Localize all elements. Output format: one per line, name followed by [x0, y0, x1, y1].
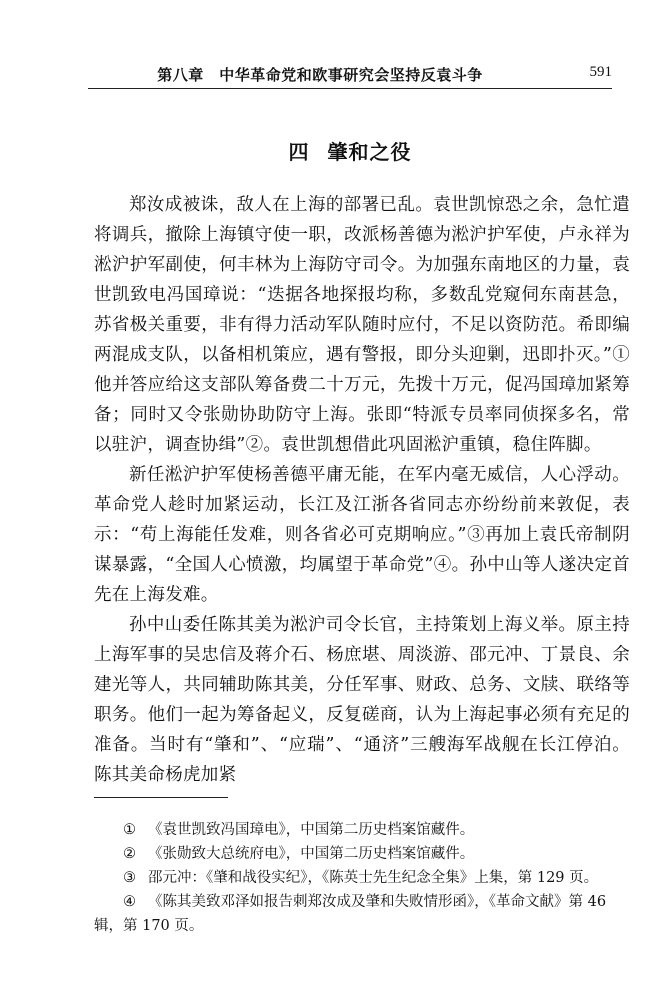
footnote-separator: [94, 797, 228, 798]
footnote-text: 邵元冲：《肇和战役实纪》，《陈英士先生纪念全集》上集，第 129 页。: [148, 870, 599, 886]
page-number: 591: [589, 64, 612, 80]
footnote-text: 《张勋致大总统府电》，中国第二历史档案馆藏件。: [148, 846, 475, 862]
running-header: [88, 58, 612, 89]
footnote-4: [94, 890, 630, 938]
chapter-title: 第八章 中华革命党和欧事研究会坚持反袁斗争: [157, 66, 483, 84]
footnote-mark: ④: [123, 894, 136, 910]
footnote-text: 《陈其美致邓泽如报告刺郑汝成及肇和失败情形函》，《革命文献》第 46 辑，第 170 页。: [94, 894, 607, 934]
footnote-mark: ①: [123, 822, 136, 838]
paragraph-2: 新任淞沪护军使杨善德平庸无能，在军内毫无威信，人心浮动。革命党人趁时加紧运动，长江及江浙各省同志亦纷纷前来敦促，表示：“苟上海能任发难，则各省必可克期响应。”③再加上袁氏帝制阴谋暴露，“全国人心愤激，均属望于革命党”④。孙中山等人遂决定首先在上海发难。: [94, 465, 630, 605]
footnote-2: [94, 842, 630, 866]
footnote-text: 《袁世凯致冯国璋电》，中国第二历史档案馆藏件。: [148, 822, 475, 838]
paragraph-1: 郑汝成被诛，敌人在上海的部署已乱。袁世凯惊恐之余，急忙遣将调兵，撤除上海镇守使一职，改派杨善德为淞沪护军使，卢永祥为淞沪护军副使，何丰林为上海防守司令。为加强东南地区的力量，袁世凯致电冯国璋说：“迭据各地探报均称，多数乱党窥伺东南甚急，苏省极关重要，非有得力活动军队随时应付，不足以资防范。希即编两混成支队，以备相机策应，遇有警报，即分头迎剿，迅即扑灭。”①他并答应给这支部队筹备费二十万元，先拨十万元，促冯国璋加紧筹备；同时又令张勋协助防守上海。张即“特派专员率同侦探多名，常以驻沪，调查协缉”②。袁世凯想借此巩固淞沪重镇，稳住阵脚。: [94, 195, 630, 455]
footnotes: [94, 818, 630, 938]
body-text: [94, 190, 630, 790]
section-title-text: 肇和之役: [327, 140, 412, 164]
section-heading: [88, 136, 612, 165]
footnote-mark: ②: [123, 846, 136, 862]
section-number: 四: [288, 140, 310, 164]
footnote-1: [94, 818, 630, 842]
paragraph-3: 孙中山委任陈其美为淞沪司令长官，主持策划上海义举。原主持上海军事的吴忠信及蒋介石、杨庶堪、周淡游、邵元冲、丁景良、余建光等人，共同辅助陈其美，分任军事、财政、总务、文牍、联络等职务。他们一起为筹备起义，反复磋商，认为上海起事必须有充足的准备。当时有“肇和”、“应瑞”、“通济”三艘海军战舰在长江停泊。陈其美命杨虎加紧: [94, 615, 630, 785]
footnote-3: [94, 866, 630, 890]
footnote-mark: ③: [123, 870, 136, 886]
